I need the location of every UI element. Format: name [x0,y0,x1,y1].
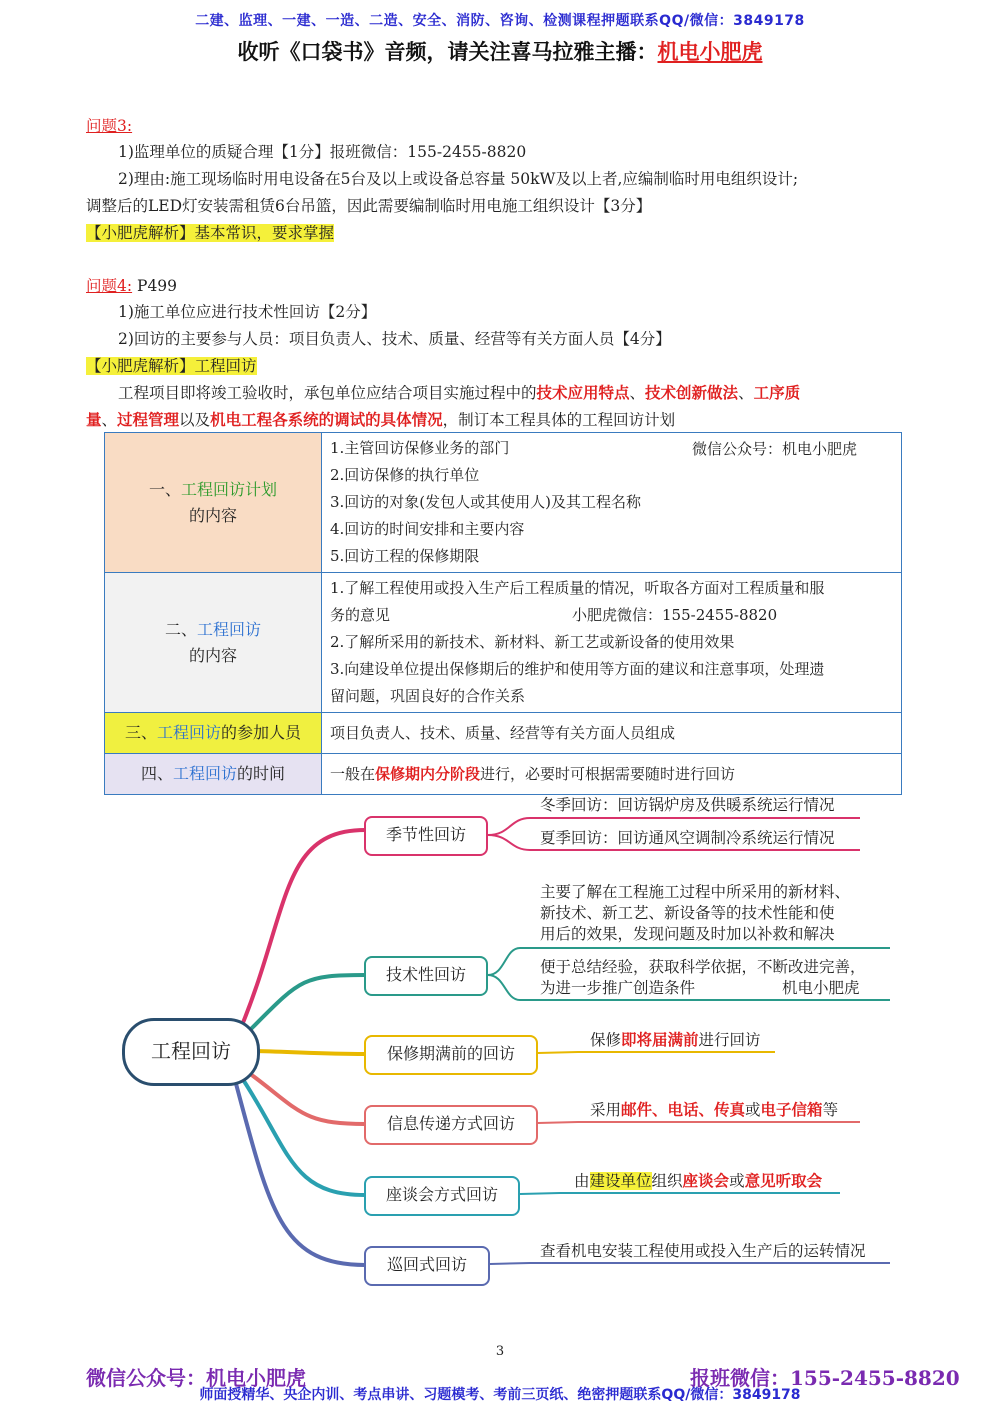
q4-para-line1 [118,381,928,405]
list-item: 3.回访的对象(发包人或其使用人)及其工程名称 [330,493,642,511]
branch-line [245,975,365,1035]
q4-para-text: ，制订本工程具体的工程回访计划 [442,411,676,429]
mindmap-node-forum: 座谈会方式回访 [364,1176,520,1216]
leaf-text: 为进一步推广创造条件 [540,979,696,997]
leaf-highlight: 即将届满前 [621,1031,699,1049]
table-row-content [322,573,902,713]
footer-contact-line: 师面授精华、央企内训、考点串讲、习题模考、考前三页纸、绝密押题联系QQ/微信：3849178 [199,1387,801,1403]
q4-page-ref: P499 [132,277,178,295]
leaf-note: 机电小肥虎 [782,979,860,997]
table-row-label [105,754,322,795]
q4-para-highlight: 量 [86,410,102,429]
mindmap-leaf [590,1030,761,1051]
table-row-content [322,754,902,795]
list-item: 3.向建设单位提出保修期后的维护和使用等方面的建议和注意事项，处理遗 [330,660,825,678]
mindmap-leaf [540,882,850,945]
table-row-label [105,713,322,754]
mindmap-leaf: 查看机电安装工程使用或投入生产后的运转情况 [540,1242,866,1260]
mindmap-leaf [574,1171,822,1192]
q3-analysis [86,221,334,245]
leaf-line-text: 便于总结经验，获取科学依据，不断改进完善， [540,958,866,976]
footer-wechat-account: 微信公众号：机电小肥虎 [86,1366,306,1390]
table-row [105,433,902,573]
leaf-highlight: 建设单位 [589,1172,652,1190]
leaf-text: 或 [729,1172,745,1190]
mindmap [0,790,1000,1310]
mindmap-node-seasonal: 季节性回访 [364,816,488,856]
table-row-content [322,433,902,573]
q4-analysis-text: 【小肥虎解析】工程回访 [86,357,257,375]
mindmap-leaf: 夏季回访：回访通风空调制冷系统运行情况 [540,829,835,847]
leaf-highlight: 意见听取会 [744,1172,823,1190]
q4-label [86,274,177,298]
table-row-label [105,573,322,713]
label-part: 工程回访计划 [181,479,278,499]
label-part: 工程回访 [156,723,221,742]
label-part: 的内容 [188,645,237,665]
leaf-line [538,1052,775,1053]
mindmap-node-information: 信息传递方式回访 [364,1105,538,1145]
label-part: 二、 [164,619,197,639]
footer-enroll-wechat: 报班微信：155-2455-8820 [690,1366,960,1390]
table-note: 小肥虎微信：155-2455-8820 [572,606,778,624]
cell-text: 一般在 [330,764,376,783]
q4-para-highlight: 技术应用特点 [536,383,630,402]
label-part: 工程回访 [197,619,262,639]
table-row [105,754,902,795]
label-part: 的内容 [188,505,237,525]
list-item: 2.了解所采用的新技术、新材料、新工艺或新设备的使用效果 [330,633,735,651]
leaf-line-text: 新技术、新工艺、新设备等的技术性能和使 [540,904,835,922]
leaf-line [520,1193,840,1194]
header-title [0,36,1000,66]
q3-line1: 1)监理单位的质疑合理【1分】报班微信：155-2455-8820 [118,143,527,161]
leaf-line-text: 用后的效果，发现问题及时加以补救和解决 [540,925,835,943]
mindmap-node-warranty: 保修期满前的回访 [364,1035,538,1075]
leaf-highlight: 座谈会 [682,1172,730,1190]
leaf-text: 进行回访 [698,1031,761,1049]
label-part: 四、 [140,764,173,783]
q3-analysis-text: 【小肥虎解析】基本常识，要求掌握 [86,224,335,242]
q4-para-highlight: 机电工程各系统的调试的具体情况 [210,410,443,429]
q3-line2: 2)理由:施工现场临时用电设备在5台及以上或设备总容量 50kW及以上者,应编制临时用电组织设计; [118,170,799,188]
branch-line [255,1051,365,1054]
mindmap-root: 工程回访 [122,1018,260,1086]
leaf-text: 由 [574,1172,590,1190]
mindmap-leaf: 冬季回访：回访锅炉房及供暖系统运行情况 [540,796,835,814]
label-part: 三、 [124,723,157,742]
list-item: 4.回访的时间安排和主要内容 [330,520,525,538]
header-title-prefix: 收听《口袋书》音频，请关注喜马拉雅主播： [237,39,658,64]
q4-para-text: 、 [738,384,754,402]
table-row [105,713,902,754]
mindmap-node-patrol: 巡回式回访 [364,1246,490,1286]
list-item-text: 务的意见 [330,606,391,624]
cell-highlight: 保修期内分阶段 [375,764,481,783]
mindmap-node-technical: 技术性回访 [364,956,488,996]
q4-para-highlight: 工序质 [753,383,801,402]
branch-line [240,1075,365,1195]
leaf-text: 等 [822,1101,839,1119]
q4-para-line2 [86,408,926,432]
leaf-line [538,1122,860,1123]
label-part: 工程回访 [172,764,237,783]
revisit-table [104,432,902,795]
list-item: 2.回访保修的执行单位 [330,466,480,484]
leaf-text: 采用 [590,1101,622,1119]
q4-para-highlight: 技术创新做法 [645,383,739,402]
list-item: 留问题，巩固良好的合作关系 [330,687,526,705]
q4-para-text: 以及 [179,411,211,429]
leaf-highlight: 邮件、电话、传真 [621,1101,746,1119]
mindmap-leaf [540,957,866,999]
mindmap-leaf [590,1100,838,1121]
table-row-label [105,433,322,573]
q3-line3: 调整后的LED灯安装需租赁6台吊篮，因此需要编制临时用电施工组织设计【3分】 [86,197,652,215]
page-number: 3 [495,1344,505,1359]
list-item [330,602,893,629]
leaf-text: 组织 [651,1172,683,1190]
q4-para-highlight: 过程管理 [117,410,180,429]
leaf-highlight: 电子信箱 [760,1101,823,1119]
q4-para-text: 、 [629,384,646,402]
leaf-line [490,1263,890,1264]
leaf-line-text [540,978,866,999]
q4-label-text: 问题4: [86,277,133,295]
leaf-text: 保修 [590,1031,622,1049]
label-part: 的时间 [237,764,286,783]
label-part: 一、 [148,479,181,499]
header-contact-line: 二建、监理、一建、一造、二造、安全、消防、咨询、检测课程押题联系QQ/微信：3849178 [195,13,805,29]
list-item: 1.了解工程使用或投入生产后工程质量的情况，听取各方面对工程质量和服 [330,579,825,597]
q3-label-text: 问题3: [86,117,133,135]
table-row [105,573,902,713]
q4-para-text: 、 [101,411,118,429]
table-note: 微信公众号：机电小肥虎 [692,440,858,458]
q4-para-text: 工程项目即将竣工验收时，承包单位应结合项目实施过程中的 [118,384,537,402]
leaf-text: 或 [745,1101,761,1119]
q4-line1: 1)施工单位应进行技术性回访【2分】 [118,303,377,321]
header-title-name: 机电小肥虎 [657,39,763,64]
branch-line [240,830,365,1030]
label-part: 的参加人员 [221,723,302,742]
q4-analysis [86,354,257,378]
leaf-line-text: 主要了解在工程施工过程中所采用的新材料、 [540,883,851,901]
table-row-content: 项目负责人、技术、质量、经营等有关方面人员组成 [322,713,902,754]
q3-label [86,114,132,138]
list-item: 5.回访工程的保修期限 [330,547,480,565]
q4-line2: 2)回访的主要参与人员：项目负责人、技术、质量、经营等有关方面人员【4分】 [118,330,671,348]
cell-text: 进行，必要时可根据需要随时进行回访 [480,764,736,783]
list-item: 1.主管回访保修业务的部门 [330,439,510,457]
